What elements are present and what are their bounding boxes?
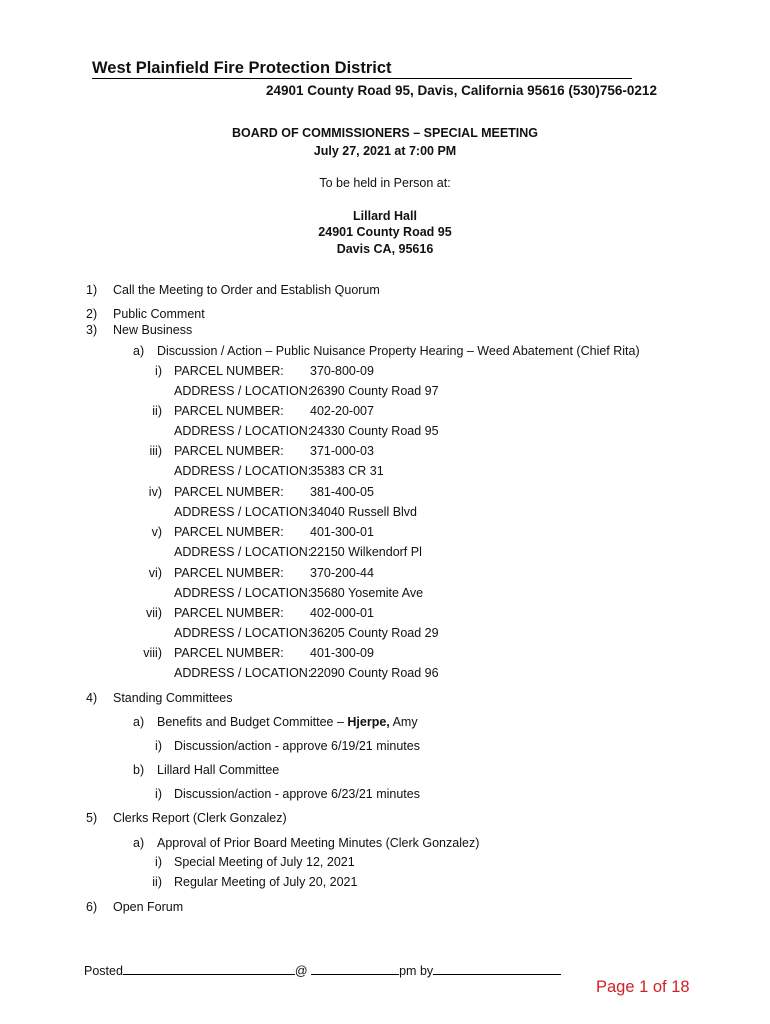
agenda-roman-text: Regular Meeting of July 20, 2021 (174, 875, 358, 889)
parcel-number: 370-800-09 (310, 364, 374, 378)
parcel-label: PARCEL NUMBER: (174, 444, 284, 458)
parcel-address: 34040 Russell Blvd (310, 505, 418, 519)
meeting-title: BOARD OF COMMISSIONERS – SPECIAL MEETING (231, 126, 539, 140)
agenda-roman: i) (155, 855, 162, 869)
parcel-roman: ii) (152, 404, 162, 418)
venue-city: Davis CA, 95616 (336, 242, 434, 256)
parcel-address: 22090 County Road 96 (310, 666, 439, 680)
posted-time-blank[interactable] (311, 962, 399, 975)
agenda-roman-text: Special Meeting of July 12, 2021 (174, 855, 355, 869)
meeting-date: July 27, 2021 at 7:00 PM (313, 144, 457, 158)
agenda-subitem-letter: a) (133, 836, 145, 850)
parcel-roman: vii) (146, 606, 162, 620)
parcel-number: 401-300-01 (310, 525, 374, 539)
parcel-roman: vi) (148, 566, 162, 580)
agenda-item-text: Open Forum (113, 900, 184, 914)
parcel-label: PARCEL NUMBER: (174, 525, 284, 539)
parcel-label: PARCEL NUMBER: (174, 404, 284, 418)
agenda-roman: i) (155, 787, 162, 801)
committee-name: Benefits and Budget Committee – (157, 715, 348, 729)
posted-label: Posted (84, 964, 123, 978)
address-label: ADDRESS / LOCATION: (174, 384, 312, 398)
agenda-item-number: 1) (86, 283, 98, 297)
parcel-number: 401-300-09 (310, 646, 374, 660)
agenda-roman-text: Discussion/action - approve 6/23/21 minutes (174, 787, 420, 801)
org-name: West Plainfield Fire Protection District (92, 59, 392, 77)
address-label: ADDRESS / LOCATION: (174, 545, 312, 559)
agenda-item-number: 4) (86, 691, 98, 705)
agenda-item-text: Call the Meeting to Order and Establish Quorum (113, 283, 380, 297)
agenda-subitem-text (157, 715, 418, 729)
agenda-subitem-letter: a) (133, 344, 145, 358)
parcel-roman: v) (151, 525, 162, 539)
parcel-number: 402-000-01 (310, 606, 374, 620)
agenda-subitem-text: Approval of Prior Board Meeting Minutes (Clerk Gonzalez) (157, 836, 480, 850)
address-label: ADDRESS / LOCATION: (174, 666, 312, 680)
committee-member: Amy (389, 715, 418, 729)
parcel-number: 370-200-44 (310, 566, 374, 580)
venue-street: 24901 County Road 95 (318, 225, 452, 239)
posted-line (84, 962, 561, 978)
parcel-address: 35680 Yosemite Ave (310, 586, 424, 600)
address-label: ADDRESS / LOCATION: (174, 464, 312, 478)
page-number: Page 1 of 18 (596, 978, 690, 996)
org-address: 24901 County Road 95, Davis, California 95616 (530)756-0212 (266, 83, 657, 98)
agenda-item-number: 2) (86, 307, 98, 321)
posted-date-blank[interactable] (123, 962, 295, 975)
agenda-item-number: 6) (86, 900, 98, 914)
header-underline (92, 78, 632, 79)
address-label: ADDRESS / LOCATION: (174, 626, 312, 640)
agenda-item-text: Clerks Report (Clerk Gonzalez) (113, 811, 287, 825)
agenda-item-text: Standing Committees (113, 691, 233, 705)
agenda-roman-text: Discussion/action - approve 6/19/21 minutes (174, 739, 420, 753)
agenda-item-number: 5) (86, 811, 98, 825)
agenda-subitem-text: Lillard Hall Committee (157, 763, 280, 777)
agenda-roman: i) (155, 739, 162, 753)
parcel-label: PARCEL NUMBER: (174, 364, 284, 378)
parcel-address: 24330 County Road 95 (310, 424, 439, 438)
parcel-label: PARCEL NUMBER: (174, 606, 284, 620)
parcel-address: 36205 County Road 29 (310, 626, 439, 640)
pm-by-label: pm by (399, 964, 434, 978)
parcel-address: 22150 Wilkendorf Pl (310, 545, 422, 559)
parcel-roman: iv) (148, 485, 162, 499)
posted-by-blank[interactable] (433, 962, 561, 975)
parcel-address: 35383 CR 31 (310, 464, 384, 478)
agenda-roman: ii) (152, 875, 162, 889)
agenda-subitem-text: Discussion / Action – Public Nuisance Property Hearing – Weed Abatement (Chief Rita) (157, 344, 640, 358)
parcel-number: 402-20-007 (310, 404, 374, 418)
venue-name: Lillard Hall (353, 209, 417, 223)
agenda-item-text: Public Comment (113, 307, 205, 321)
agenda-item-text: New Business (113, 323, 193, 337)
agenda-subitem-letter: b) (133, 763, 145, 777)
committee-chair: Hjerpe, (347, 715, 390, 729)
parcel-label: PARCEL NUMBER: (174, 566, 284, 580)
at-symbol: @ (294, 964, 308, 978)
held-note: To be held in Person at: (319, 176, 451, 190)
parcel-roman: iii) (149, 444, 162, 458)
parcel-number: 371-000-03 (310, 444, 374, 458)
parcel-number: 381-400-05 (310, 485, 374, 499)
agenda-item-number: 3) (86, 323, 98, 337)
address-label: ADDRESS / LOCATION: (174, 424, 312, 438)
address-label: ADDRESS / LOCATION: (174, 586, 312, 600)
agenda-subitem-letter: a) (133, 715, 145, 729)
parcel-address: 26390 County Road 97 (310, 384, 439, 398)
parcel-label: PARCEL NUMBER: (174, 485, 284, 499)
parcel-roman: viii) (143, 646, 162, 660)
parcel-label: PARCEL NUMBER: (174, 646, 284, 660)
parcel-roman: i) (155, 364, 162, 378)
address-label: ADDRESS / LOCATION: (174, 505, 312, 519)
